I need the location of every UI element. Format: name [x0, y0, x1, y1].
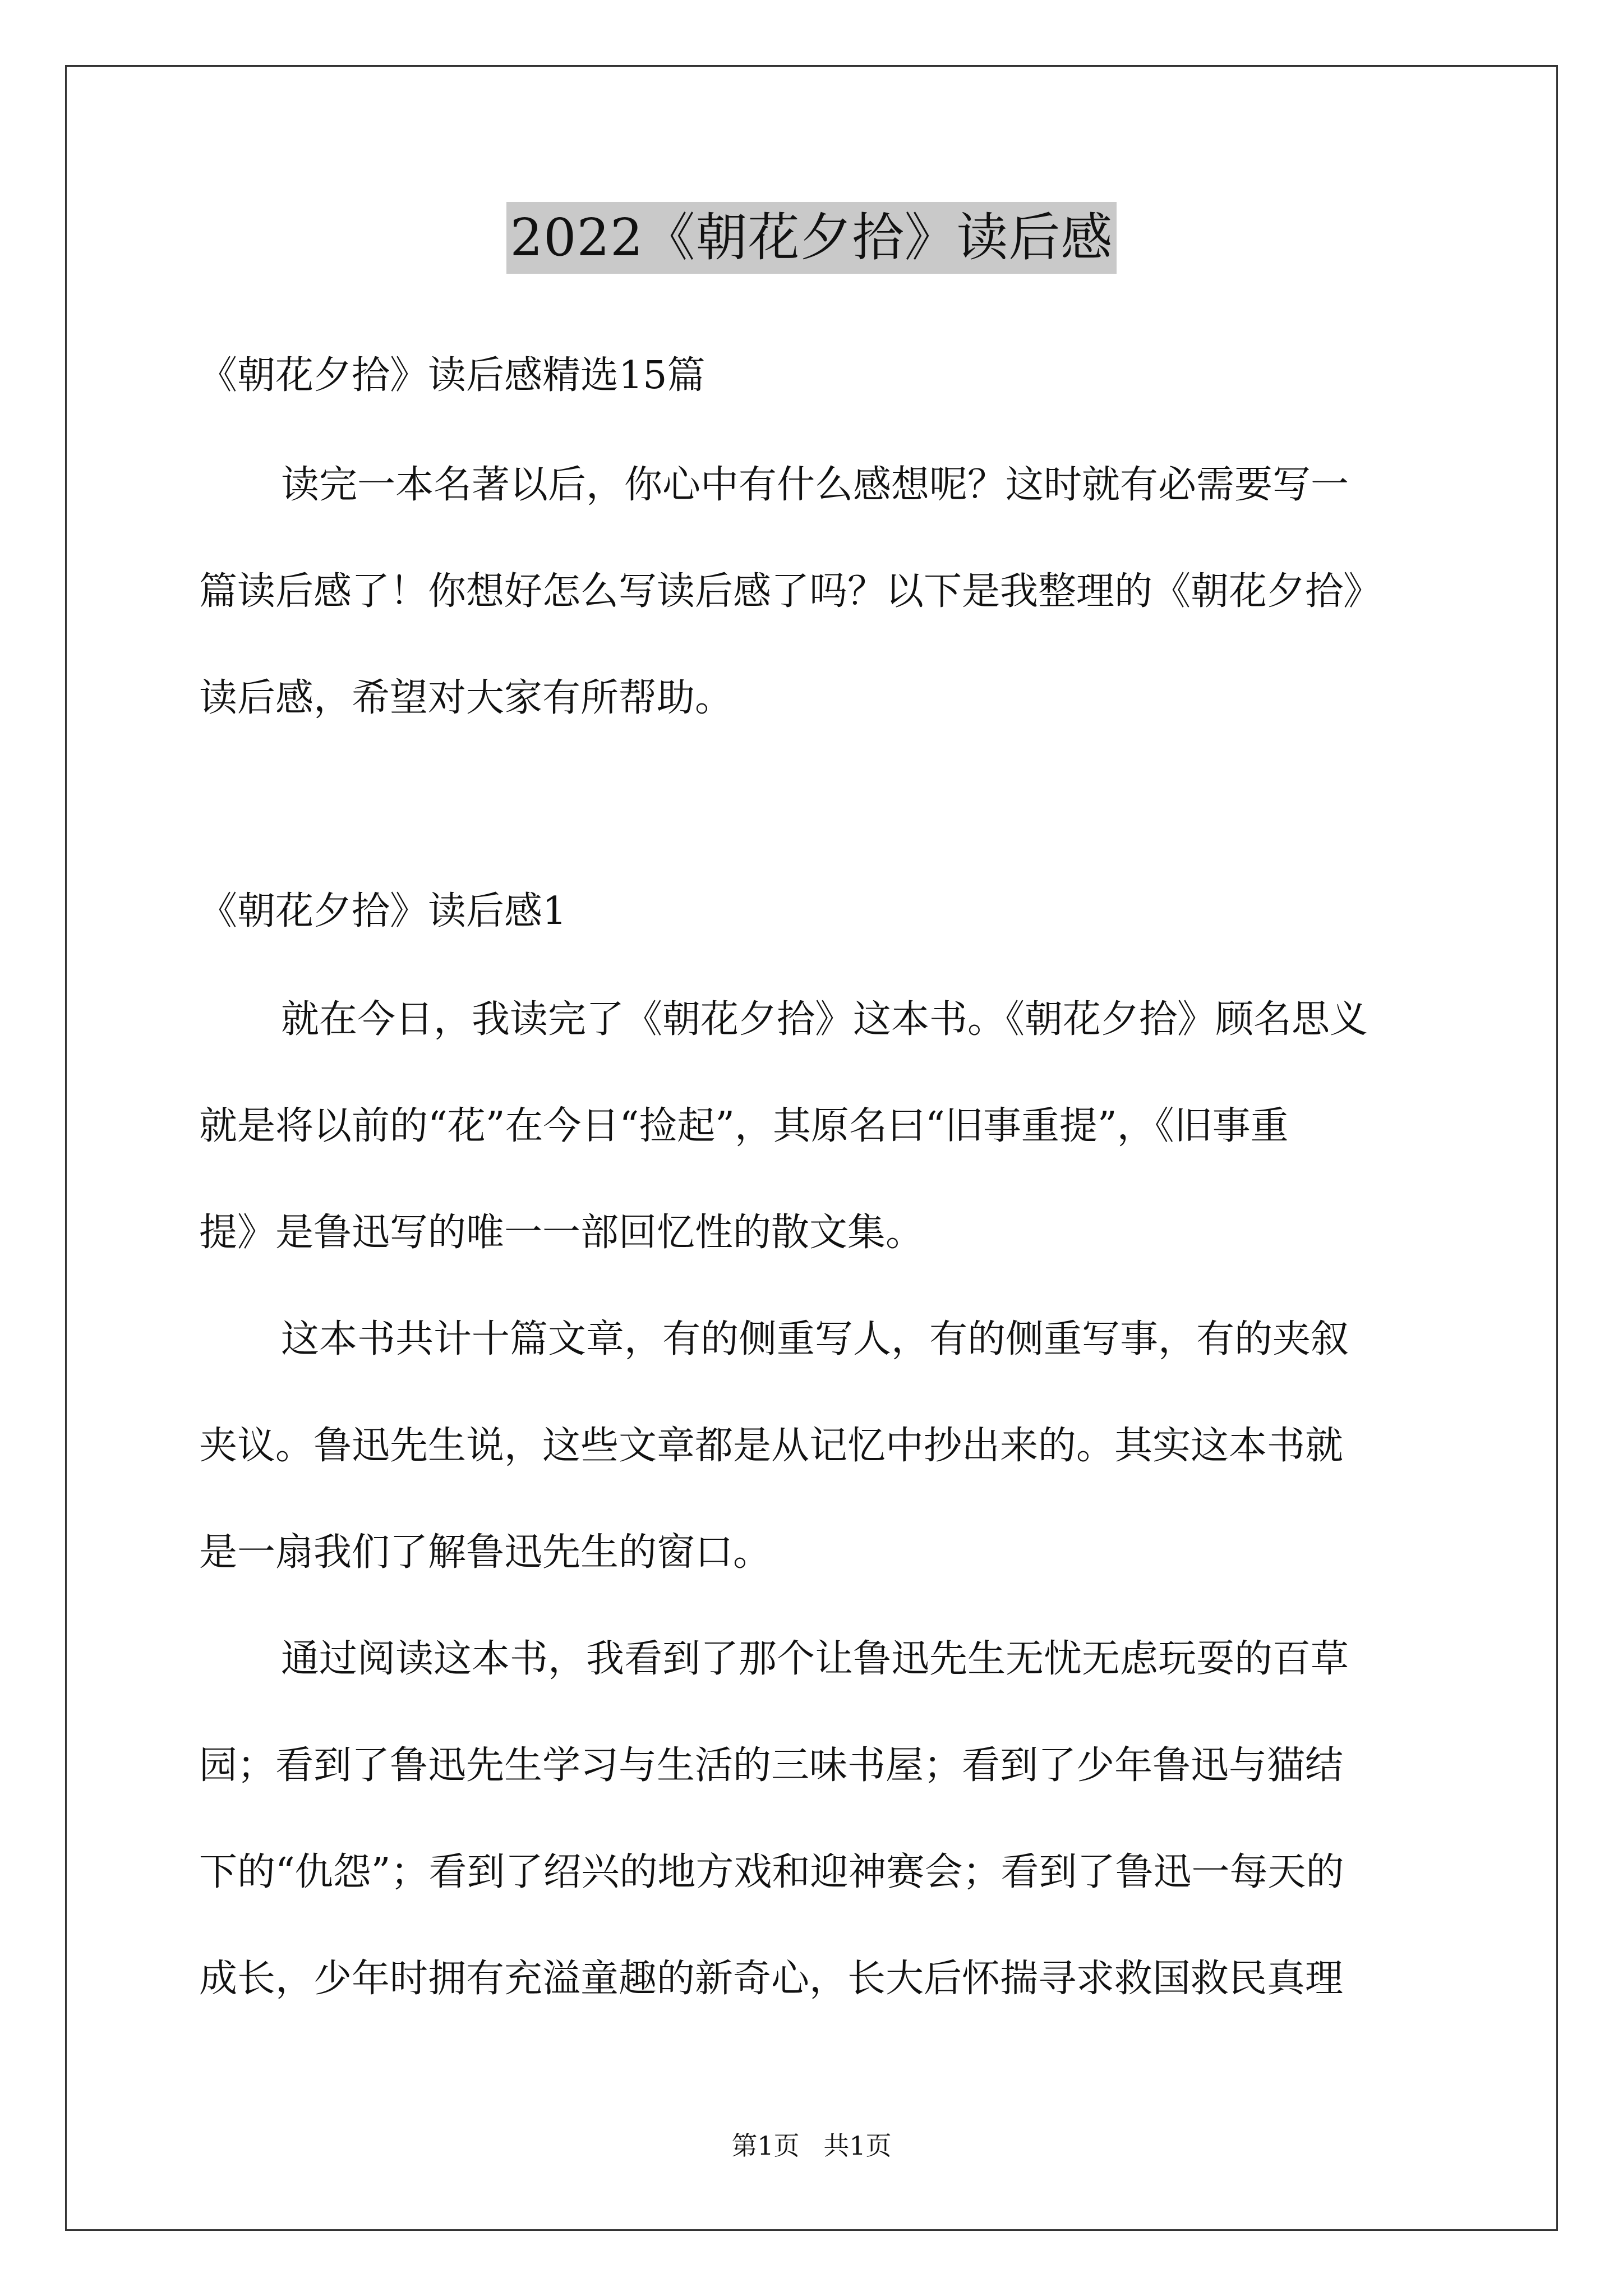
paragraph2-line-2: 夹议。鲁迅先生说，这些文章都是从记忆中抄出来的。其实这本书就	[199, 1424, 1344, 1468]
paragraph3-line-1: 通过阅读这本书，我看到了那个让鲁迅先生无忧无虑玩耍的百草	[281, 1637, 1349, 1681]
paragraph1-line-2: 就是将以前的“花”在今日“捡起”，其原名曰“旧事重提”，《旧事重	[199, 1104, 1289, 1148]
document-title: 2022《朝花夕拾》读后感	[506, 202, 1116, 274]
page-footer	[0, 2129, 1623, 2162]
section-heading: 《朝花夕拾》读后感1	[199, 889, 567, 933]
title-container	[0, 202, 1623, 274]
intro-line-2: 篇读后感了！你想好怎么写读后感了吗？以下是我整理的《朝花夕拾》	[199, 569, 1382, 614]
paragraph3-line-3: 下的“仇怨”；看到了绍兴的地方戏和迎神赛会；看到了鲁迅一每天的	[199, 1850, 1344, 1894]
paragraph2-line-1: 这本书共计十篇文章，有的侧重写人，有的侧重写事，有的夹叙	[281, 1317, 1349, 1361]
paragraph1-line-3: 提》是鲁迅写的唯一一部回忆性的散文集。	[199, 1211, 924, 1255]
page-total: 共1页	[823, 2131, 892, 2161]
subtitle: 《朝花夕拾》读后感精选15篇	[199, 353, 706, 398]
paragraph2-line-3: 是一扇我们了解鲁迅先生的窗口。	[199, 1530, 772, 1575]
paragraph1-line-1: 就在今日，我读完了《朝花夕拾》这本书。《朝花夕拾》顾名思义	[281, 997, 1368, 1042]
paragraph3-line-4: 成长，少年时拥有充溢童趣的新奇心，长大后怀揣寻求救国救民真理	[199, 1957, 1344, 2001]
page-number: 第1页	[731, 2131, 800, 2161]
paragraph3-line-2: 园；看到了鲁迅先生学习与生活的三味书屋；看到了少年鲁迅与猫结	[199, 1743, 1344, 1788]
intro-line-3: 读后感，希望对大家有所帮助。	[199, 676, 734, 720]
intro-line-1: 读完一本名著以后，你心中有什么感想呢？这时就有必需要写一	[281, 463, 1349, 507]
